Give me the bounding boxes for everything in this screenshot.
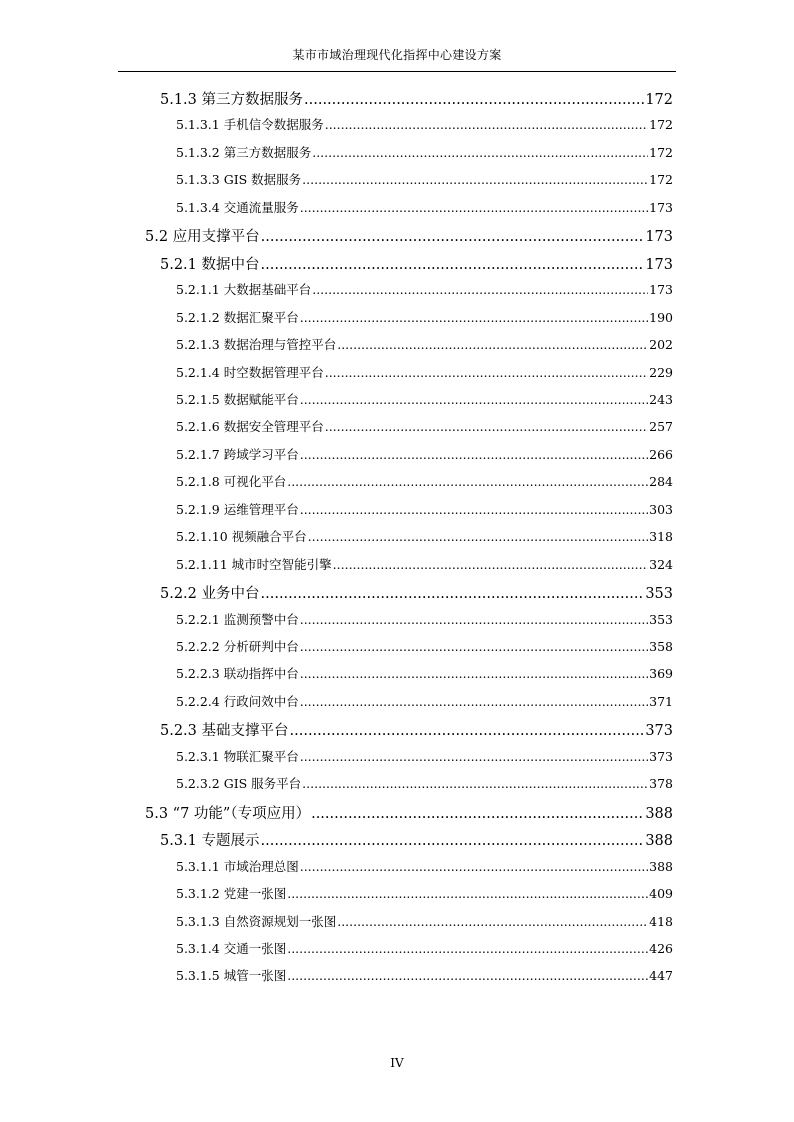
toc-entry-page: 173: [645, 229, 673, 246]
toc-entry-label: 5.2.3 基础支撑平台: [160, 723, 289, 740]
toc-entry-label: 5.3.1.4 交通一张图: [176, 940, 287, 956]
toc-entry[interactable]: [176, 198, 673, 216]
toc-entry-page: 324: [649, 556, 673, 572]
toc-entry[interactable]: [176, 939, 673, 957]
toc-dot-leader: [311, 806, 644, 822]
toc-entry-page: 388: [645, 833, 673, 850]
toc-dot-leader: [304, 92, 644, 108]
toc-entry[interactable]: [176, 692, 673, 710]
toc-entry-label: 5.2.1 数据中台: [160, 256, 260, 273]
page-number: IV: [390, 1056, 404, 1070]
toc-dot-leader: [287, 474, 648, 489]
toc-entry[interactable]: [145, 802, 673, 823]
toc-dot-leader: [300, 447, 648, 462]
toc-entry-page: 173: [649, 282, 673, 298]
toc-entry-page: 371: [649, 693, 673, 709]
toc-entry-label: 5.2.1.11 城市时空智能引擎: [176, 556, 332, 572]
toc-entry[interactable]: [176, 143, 673, 161]
toc-entry-label: 5.3.1.2 党建一张图: [176, 886, 287, 902]
toc-entry[interactable]: [176, 527, 673, 545]
toc-entry[interactable]: [176, 390, 673, 408]
toc-entry[interactable]: [176, 280, 673, 298]
toc-entry-label: 5.2.1.4 时空数据管理平台: [176, 364, 324, 380]
toc-dot-leader: [300, 392, 648, 407]
toc-entry-label: 5.3.1.1 市域治理总图: [176, 858, 299, 874]
toc-dot-leader: [300, 666, 648, 681]
toc-entry-page: 378: [649, 776, 673, 792]
toc-entry-label: 5.3 “7 功能”（专项应用）: [145, 805, 311, 822]
toc-entry-label: 5.3.1.3 自然资源规划一张图: [176, 913, 337, 929]
toc-entry-label: 5.1.3.3 GIS 数据服务: [176, 172, 302, 188]
toc-dot-leader: [308, 529, 648, 544]
toc-dot-leader: [300, 749, 648, 764]
toc-entry-label: 5.2.1.9 运维管理平台: [176, 501, 299, 517]
toc-entry[interactable]: [176, 472, 673, 490]
toc-entry-label: 5.2.3.1 物联汇聚平台: [176, 748, 299, 764]
toc-dot-leader: [325, 419, 648, 434]
toc-entry-page: 172: [649, 144, 673, 160]
toc-entry-page: 172: [645, 92, 673, 108]
toc-entry-label: 5.2.1.8 可视化平台: [176, 474, 287, 490]
toc-dot-leader: [261, 586, 645, 602]
toc-entry[interactable]: [176, 363, 673, 381]
toc-entry-page: 418: [649, 913, 673, 929]
toc-entry-label: 5.2.1.5 数据赋能平台: [176, 391, 299, 407]
toc-dot-leader: [300, 612, 648, 627]
toc-entry-label: 5.2.1.1 大数据基础平台: [176, 282, 312, 298]
toc-dot-leader: [300, 639, 648, 654]
toc-entry[interactable]: [176, 308, 673, 326]
toc-dot-leader: [325, 117, 648, 132]
toc-entry-page: 388: [645, 805, 673, 822]
toc-dot-leader: [300, 200, 648, 215]
toc-entry-page: 388: [649, 858, 673, 874]
toc-entry[interactable]: [145, 225, 673, 246]
toc-entry-page: 353: [649, 611, 673, 627]
toc-dot-leader: [300, 694, 648, 709]
toc-entry-page: 358: [649, 639, 673, 654]
toc-dot-leader: [300, 859, 648, 874]
toc-entry-page: 266: [649, 446, 673, 462]
toc-dot-leader: [325, 365, 648, 380]
toc-entry[interactable]: [176, 445, 673, 463]
toc-entry-page: 373: [649, 748, 673, 764]
toc-entry[interactable]: [176, 115, 673, 133]
toc-entry[interactable]: [176, 637, 673, 655]
toc-entry[interactable]: [176, 417, 673, 435]
toc-dot-leader: [302, 776, 648, 791]
toc-dot-leader: [261, 229, 645, 245]
toc-entry-page: 303: [649, 501, 673, 517]
toc-entry[interactable]: [160, 88, 673, 109]
toc-entry[interactable]: [160, 253, 673, 274]
toc-entry[interactable]: [176, 335, 673, 353]
toc-entry[interactable]: [176, 912, 673, 930]
toc-dot-leader: [261, 833, 645, 849]
toc-entry-label: 5.2.1.2 数据汇聚平台: [176, 309, 299, 325]
toc-dot-leader: [287, 968, 648, 983]
toc-entry[interactable]: [176, 555, 673, 573]
toc-entry[interactable]: [176, 857, 673, 875]
page-header: 某市市域治理现代化指挥中心建设方案: [292, 48, 502, 62]
toc-entry[interactable]: [176, 774, 673, 792]
toc-entry-page: 173: [649, 199, 673, 215]
toc-dot-leader: [261, 257, 645, 273]
toc-entry[interactable]: [160, 829, 673, 850]
toc-entry[interactable]: [160, 582, 673, 603]
toc-entry-label: 5.1.3 第三方数据服务: [160, 92, 304, 108]
toc-entry-label: 5.1.3.4 交通流量服务: [176, 199, 299, 215]
toc-entry-page: 202: [649, 337, 673, 353]
toc-entry-label: 5.1.3.2 第三方数据服务: [176, 144, 312, 160]
toc-entry[interactable]: [176, 884, 673, 902]
toc-dot-leader: [302, 172, 648, 187]
toc-entry-label: 5.2.2.2 分析研判中台: [176, 639, 299, 654]
toc-dot-leader: [312, 145, 648, 160]
toc-entry-page: 426: [649, 940, 673, 956]
toc-entry-page: 353: [645, 586, 673, 603]
toc-entry-label: 5.2.1.10 视频融合平台: [176, 529, 307, 545]
toc-entry-page: 172: [649, 117, 673, 133]
toc-entry-page: 243: [649, 391, 673, 407]
toc-entry-label: 5.2 应用支撑平台: [145, 229, 260, 246]
toc-dot-leader: [290, 723, 645, 739]
toc-entry-label: 5.2.3.2 GIS 服务平台: [176, 776, 302, 792]
toc-entry-label: 5.3.1 专题展示: [160, 833, 260, 850]
toc-dot-leader: [287, 941, 648, 956]
toc-entry-page: 369: [649, 666, 673, 682]
toc-entry-page: 257: [649, 419, 673, 435]
toc-dot-leader: [300, 502, 648, 517]
toc-dot-leader: [337, 914, 648, 929]
toc-entry[interactable]: [160, 719, 673, 740]
toc-entry-label: 5.3.1.5 城管一张图: [176, 968, 287, 984]
header-divider: [118, 71, 676, 72]
toc-dot-leader: [300, 310, 648, 325]
toc-entry-label: 5.2.1.7 跨域学习平台: [176, 446, 299, 462]
toc-entry-page: 229: [649, 364, 673, 380]
toc-entry-label: 5.2.1.3 数据治理与管控平台: [176, 337, 337, 353]
toc-dot-leader: [312, 282, 648, 297]
toc-entry-label: 5.2.2.3 联动指挥中台: [176, 666, 299, 682]
toc-entry[interactable]: [176, 500, 673, 518]
toc-entry-label: 5.2.2 业务中台: [160, 586, 260, 603]
toc-entry-page: 447: [649, 968, 673, 984]
toc-dot-leader: [333, 557, 648, 572]
toc-entry-page: 373: [645, 723, 673, 740]
toc-entry-page: 409: [649, 886, 673, 902]
toc-entry[interactable]: [176, 170, 673, 188]
toc-entry[interactable]: [176, 610, 673, 628]
toc-entry-label: 5.2.2.1 监测预警中台: [176, 611, 299, 627]
toc-dot-leader: [287, 886, 648, 901]
toc-entry-label: 5.1.3.1 手机信令数据服务: [176, 117, 324, 133]
toc-entry-label: 5.2.2.4 行政问效中台: [176, 693, 299, 709]
toc-entry[interactable]: [176, 966, 673, 984]
toc-entry-page: 173: [645, 256, 673, 273]
toc-entry-page: 284: [649, 474, 673, 490]
toc-entry-page: 318: [649, 529, 673, 545]
toc-dot-leader: [337, 337, 648, 352]
toc-entry-page: 190: [649, 309, 673, 325]
toc-entry[interactable]: [176, 747, 673, 765]
toc-entry-label: 5.2.1.6 数据安全管理平台: [176, 419, 324, 435]
toc-entry[interactable]: [176, 664, 673, 682]
toc-entry-page: 172: [649, 172, 673, 188]
